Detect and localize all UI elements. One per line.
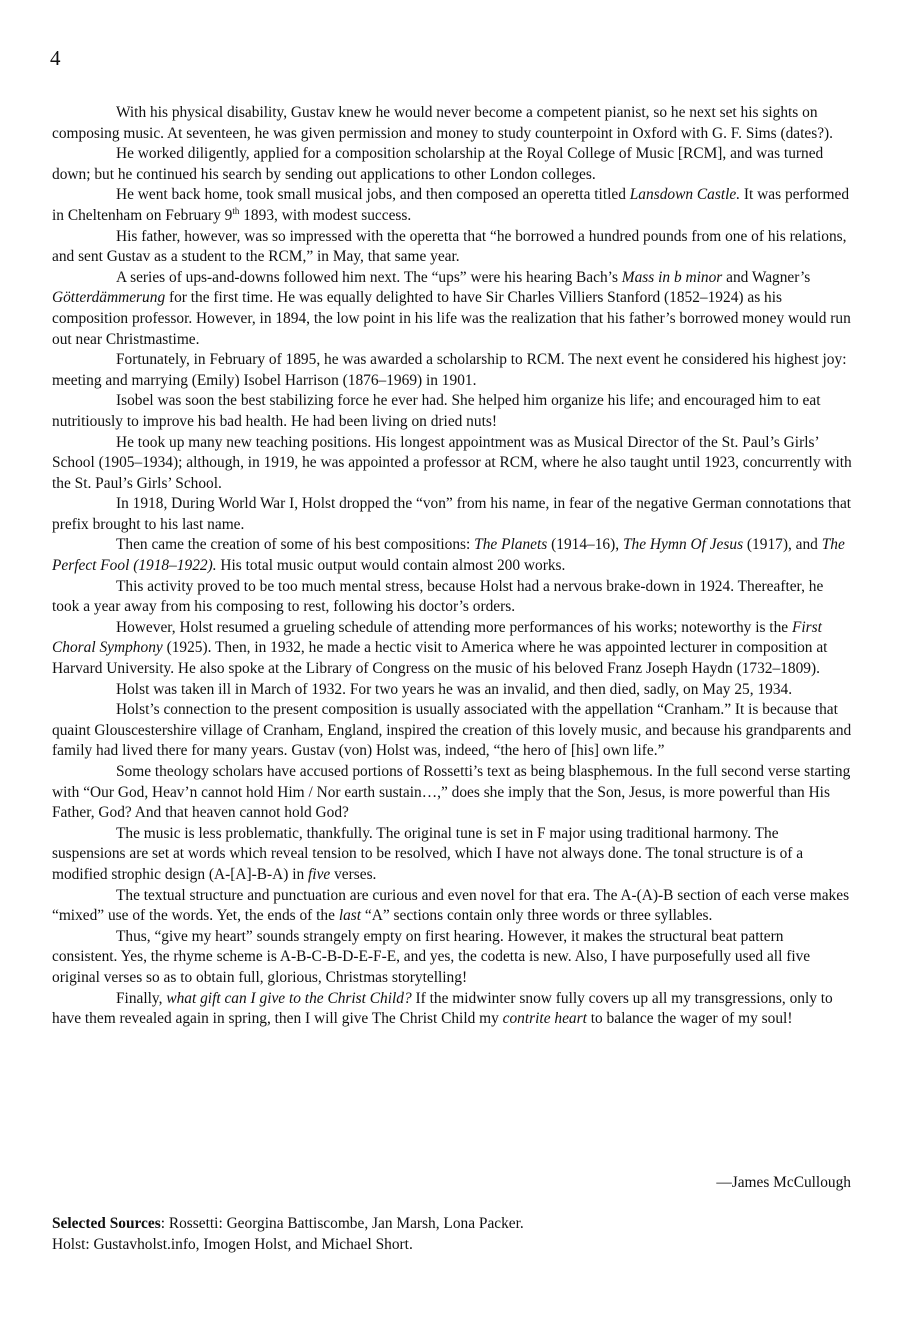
paragraph: [52, 700, 852, 762]
text-run: His father, however, was so impressed with the operetta that “he borrowed a hundred pounds from one of his relations, and sent Gustav as a student to the RCM,” in May, that same year.: [52, 227, 847, 266]
text-run: to balance the wager of my soul!: [586, 1010, 793, 1028]
paragraph: [52, 680, 852, 701]
paragraph: [52, 989, 852, 1030]
sources-rossetti: : Rossetti: Georgina Battiscombe, Jan Marsh, Lona Packer.: [160, 1215, 524, 1232]
text-run: The music is less problematic, thankfully. The original tune is set in F major using traditional harmony. The suspensions are set at words which reveal tension to be resolved, which I have not always done. The tonal structure is of a modified strophic design (A-[A]-B-A) in: [52, 824, 804, 883]
text-run: Holst’s connection to the present composition is usually associated with the appellation “Cranham.” It is because that quaint Glouscestershire village of Cranham, England, inspired the creation of this lovely music, and because his grandparents and family had lived there for many years. Gustav (von) Holst was, indeed, “the hero of [his] own life.”: [52, 701, 852, 760]
text-run: and Wagner’s: [722, 268, 811, 286]
sources-holst: Holst: Gustavholst.info, Imogen Holst, and Michael Short.: [52, 1235, 413, 1253]
paragraph: [52, 824, 852, 886]
paragraph: [52, 927, 852, 989]
italic-text: Mass in b minor: [621, 268, 723, 286]
text-run: Then came the creation of some of his best compositions:: [116, 536, 475, 554]
paragraph: [52, 144, 852, 185]
text-run: If the midwinter snow fully covers up all my transgressions, only to have them revealed again in spring, then I will give The Christ Child my: [52, 989, 833, 1028]
page-number: 4: [50, 46, 61, 70]
text-run: A series of ups-and-downs followed him next. The “ups” were his hearing Bach’s: [116, 268, 622, 286]
essay-body: [52, 103, 852, 1030]
text-run: It was performed in Cheltenham on February 9: [52, 186, 850, 224]
text-run: With his physical disability, Gustav knew he would never become a competent pianist, so he next set his sights on composing music. At seventeen, he was given permission and money to study counterpoint in Oxford with G. F. Sims (dates?).: [52, 104, 834, 142]
text-run: Some theology scholars have accused portions of Rossetti’s text as being blasphemous. In the full second verse starting with “Our God, Heav’n cannot hold Him / Nor earth sustain…,” does she imply that the Son, Jesus, is more powerful than His Father, God? And that heaven cannot hold God?: [52, 763, 851, 822]
text-run: 1893, with modest success.: [239, 206, 412, 224]
italic-text: contrite heart: [502, 1010, 587, 1028]
text-run: His total music output would contain almost 200 works.: [216, 557, 566, 575]
text-run: The textual structure and punctuation are curious and even novel for that era. The A-(A)-B section of each verse makes “mixed” use of the words. Yet, the ends of the: [52, 886, 850, 925]
text-run: Fortunately, in February of 1895, he was awarded a scholarship to RCM. The next event he considered his highest joy: meeting and marrying (Emily) Isobel Harrison (1876–1969) in 1901.: [52, 351, 847, 389]
text-run: (1917), and: [743, 536, 822, 554]
sources-line-rossetti: [52, 1214, 524, 1235]
sources-label: Selected Sources: [52, 1215, 161, 1232]
paragraph: [52, 433, 852, 495]
paragraph: [52, 185, 852, 226]
text-run: verses.: [330, 865, 377, 883]
paragraph: [52, 268, 852, 350]
italic-text: five: [308, 865, 331, 883]
italic-text: Lansdown Castle.: [629, 186, 741, 204]
text-run: In 1918, During World War I, Holst dropped the “von” from his name, in fear of the negative German connotations that prefix brought to his last name.: [52, 495, 852, 533]
selected-sources: [52, 1214, 524, 1255]
text-run: This activity proved to be too much mental stress, because Holst had a nervous brake-down in 1924. Thereafter, he took a year away from his composing to rest, following his doctor’s orders.: [52, 577, 824, 616]
italic-text: The Perfect Fool (1918–1922).: [52, 536, 845, 575]
text-run: (1914–16),: [547, 536, 623, 554]
paragraph: [52, 577, 852, 618]
text-run: However, Holst resumed a grueling schedule of attending more performances of his works; noteworthy is the: [116, 618, 792, 636]
text-run: Isobel was soon the best stabilizing force he ever had. She helped him organize his life; and encouraged him to eat nutritiously to improve his bad health. He had been living on dried nuts!: [52, 392, 821, 430]
text-run: “A” sections contain only three words or three syllables.: [361, 907, 713, 925]
paragraph: [52, 350, 852, 391]
paragraph: [52, 618, 852, 680]
text-run: Finally,: [116, 989, 167, 1007]
italic-text: what gift can I give to the Christ Child?: [166, 989, 412, 1007]
text-run: Thus, “give my heart” sounds strangely empty on first hearing. However, it makes the structural beat pattern consistent. Yes, the rhyme scheme is A-B-C-B-D-E-F-E, and yes, the codetta is new. Also, I have purposefully used all five original verses so as to obtain full, glorious, Christmas storytelling!: [52, 927, 811, 986]
superscript: th: [232, 205, 240, 216]
text-run: He went back home, took small musical jobs, and then composed an operetta titled: [116, 186, 630, 204]
italic-text: last: [338, 907, 362, 925]
text-run: He worked diligently, applied for a composition scholarship at the Royal College of Music [RCM], and was turned down; but he continued his search by sending out applications to other London colleges.: [52, 145, 824, 183]
author-signature: —James McCullough: [716, 1174, 851, 1191]
text-run: He took up many new teaching positions. His longest appointment was as Musical Director of the St. Paul’s Girls’ School (1905–1934); although, in 1919, he was appointed a professor at RCM, where he also taught until 1923, concurrently with the St. Paul’s Girls’ School.: [52, 433, 852, 492]
italic-text: The Hymn Of Jesus: [622, 536, 744, 554]
paragraph: [52, 762, 852, 824]
italic-text: Götterdämmerung: [52, 289, 166, 307]
paragraph: [52, 494, 852, 535]
paragraph: [52, 227, 852, 268]
text-run: (1925). Then, in 1932, he made a hectic visit to America where he was appointed lecturer in composition at Harvard University. He also spoke at the Library of Congress on the music of his beloved Franz Joseph Haydn (1732–1809).: [52, 639, 828, 678]
paragraph: [52, 535, 852, 576]
paragraph: [52, 391, 852, 432]
text-run: Holst was taken ill in March of 1932. For two years he was an invalid, and then died, sadly, on May 25, 1934.: [116, 680, 793, 698]
paragraph: [52, 886, 852, 927]
italic-text: The Planets: [474, 536, 548, 554]
paragraph: [52, 103, 852, 144]
italic-text: First Choral Symphony: [52, 618, 822, 657]
text-run: for the first time. He was equally delighted to have Sir Charles Villiers Stanford (1852–1924) as his composition professor. However, in 1894, the low point in his life was the realization that his father’s borrowed money would run out near Christmastime.: [52, 289, 851, 348]
